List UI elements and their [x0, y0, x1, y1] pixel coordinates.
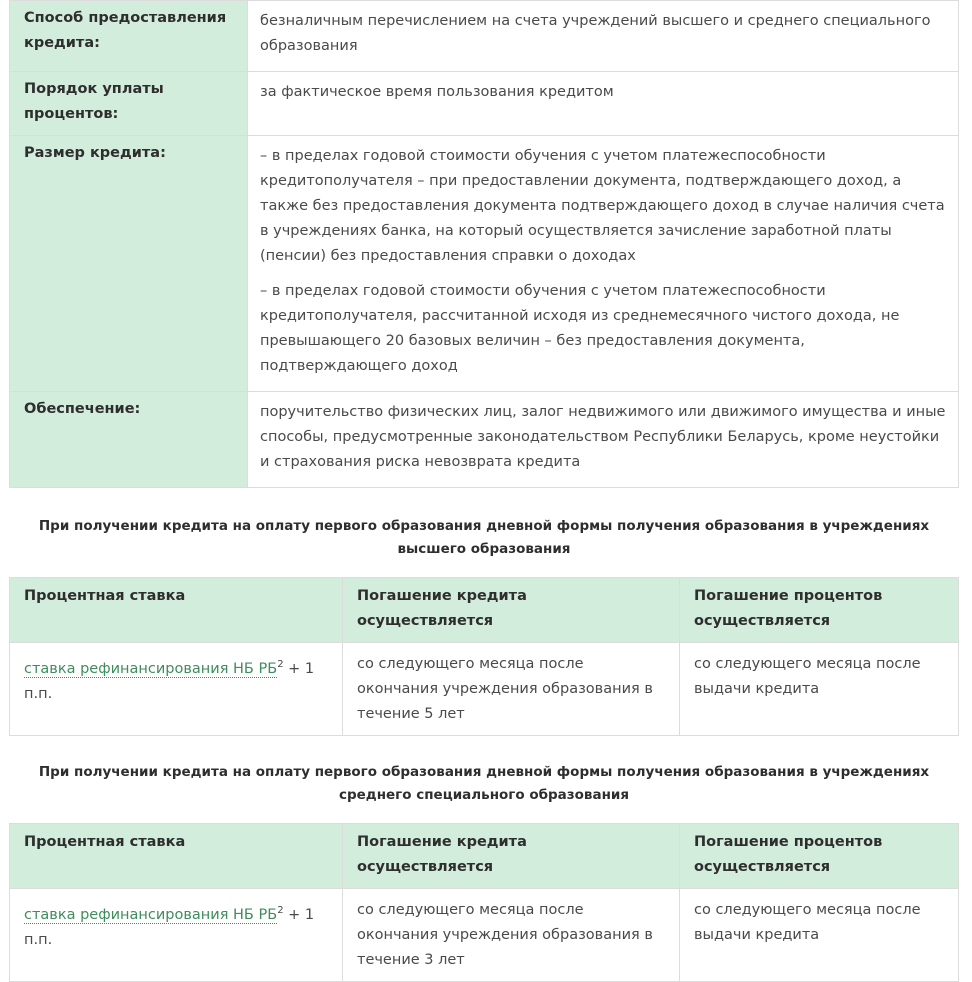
table-row — [10, 889, 959, 982]
condition-value — [248, 1, 959, 72]
footnote-marker: 2 — [277, 659, 284, 671]
condition-label: Порядок уплаты процентов: — [10, 72, 248, 136]
column-header: Процентная ставка — [10, 824, 343, 889]
condition-text: за фактическое время пользования кредитом — [260, 84, 614, 100]
column-header: Процентная ставка — [10, 578, 343, 643]
credit-conditions-table — [9, 0, 959, 488]
footnote-marker: 2 — [277, 905, 284, 917]
condition-value — [248, 392, 959, 488]
column-header: Погашение процентов осуществляется — [680, 824, 959, 889]
condition-text: – в пределах годовой стоимости обучения с учетом платежеспособности кредитополучателя – при предоставлении документа, подтверждающего доход, а также без предоставления документа подтверждающего доход в случае наличия счета в учреждениях банка, на который осуществляется зачисление заработной платы (пенсии) без предоставления справки о доходах — [260, 148, 945, 264]
table-row — [10, 392, 959, 488]
condition-text: – в пределах годовой стоимости обучения с учетом платежеспособности кредитополучателя, рассчитанной исходя из среднемесячного чистого дохода, не превышающего 20 базовых величин – без предоставления документа, подтверждающего доход — [260, 283, 900, 374]
table-row — [10, 1, 959, 72]
section-caption: При получении кредита на оплату первого образования дневной формы получения образования в учреждениях среднего специального образования — [38, 764, 930, 803]
page — [9, 0, 959, 982]
table-header-row — [10, 824, 959, 889]
column-header: Погашение кредита осуществляется — [343, 578, 680, 643]
column-header: Погашение кредита осуществляется — [343, 824, 680, 889]
section-caption: При получении кредита на оплату первого образования дневной формы получения образования в учреждениях высшего образования — [38, 518, 930, 557]
rate-table-higher-education — [9, 577, 959, 736]
refinancing-rate-link[interactable]: ставка рефинансирования НБ РБ — [24, 661, 278, 677]
table-row — [10, 643, 959, 736]
column-header: Погашение процентов осуществляется — [680, 578, 959, 643]
table-row — [10, 136, 959, 392]
condition-text: безналичным перечислением на счета учреждений высшего и среднего специального образования — [260, 13, 931, 54]
rate-suffix: + 1 п.п. — [24, 907, 315, 948]
condition-label: Размер кредита: — [10, 136, 248, 392]
interest-cell: со следующего месяца после выдачи кредита — [680, 889, 959, 982]
repayment-cell: со следующего месяца после окончания учреждения образования в течение 5 лет — [343, 643, 680, 736]
table-header-row — [10, 578, 959, 643]
table-row — [10, 72, 959, 136]
rate-cell — [10, 643, 343, 736]
condition-label: Способ предоставления кредита: — [10, 1, 248, 72]
repayment-cell: со следующего месяца после окончания учреждения образования в течение 3 лет — [343, 889, 680, 982]
rate-cell — [10, 889, 343, 982]
refinancing-rate-link[interactable]: ставка рефинансирования НБ РБ — [24, 907, 278, 923]
condition-text: поручительство физических лиц, залог недвижимого или движимого имущества и иные способы, предусмотренные законодательством Республики Беларусь, кроме неустойки и страхования риска невозврата кредита — [260, 404, 946, 470]
condition-value — [248, 72, 959, 136]
rate-table-secondary-special-education — [9, 823, 959, 982]
condition-value — [248, 136, 959, 392]
interest-cell: со следующего месяца после выдачи кредита — [680, 643, 959, 736]
condition-label: Обеспечение: — [10, 392, 248, 488]
rate-suffix: + 1 п.п. — [24, 661, 315, 702]
